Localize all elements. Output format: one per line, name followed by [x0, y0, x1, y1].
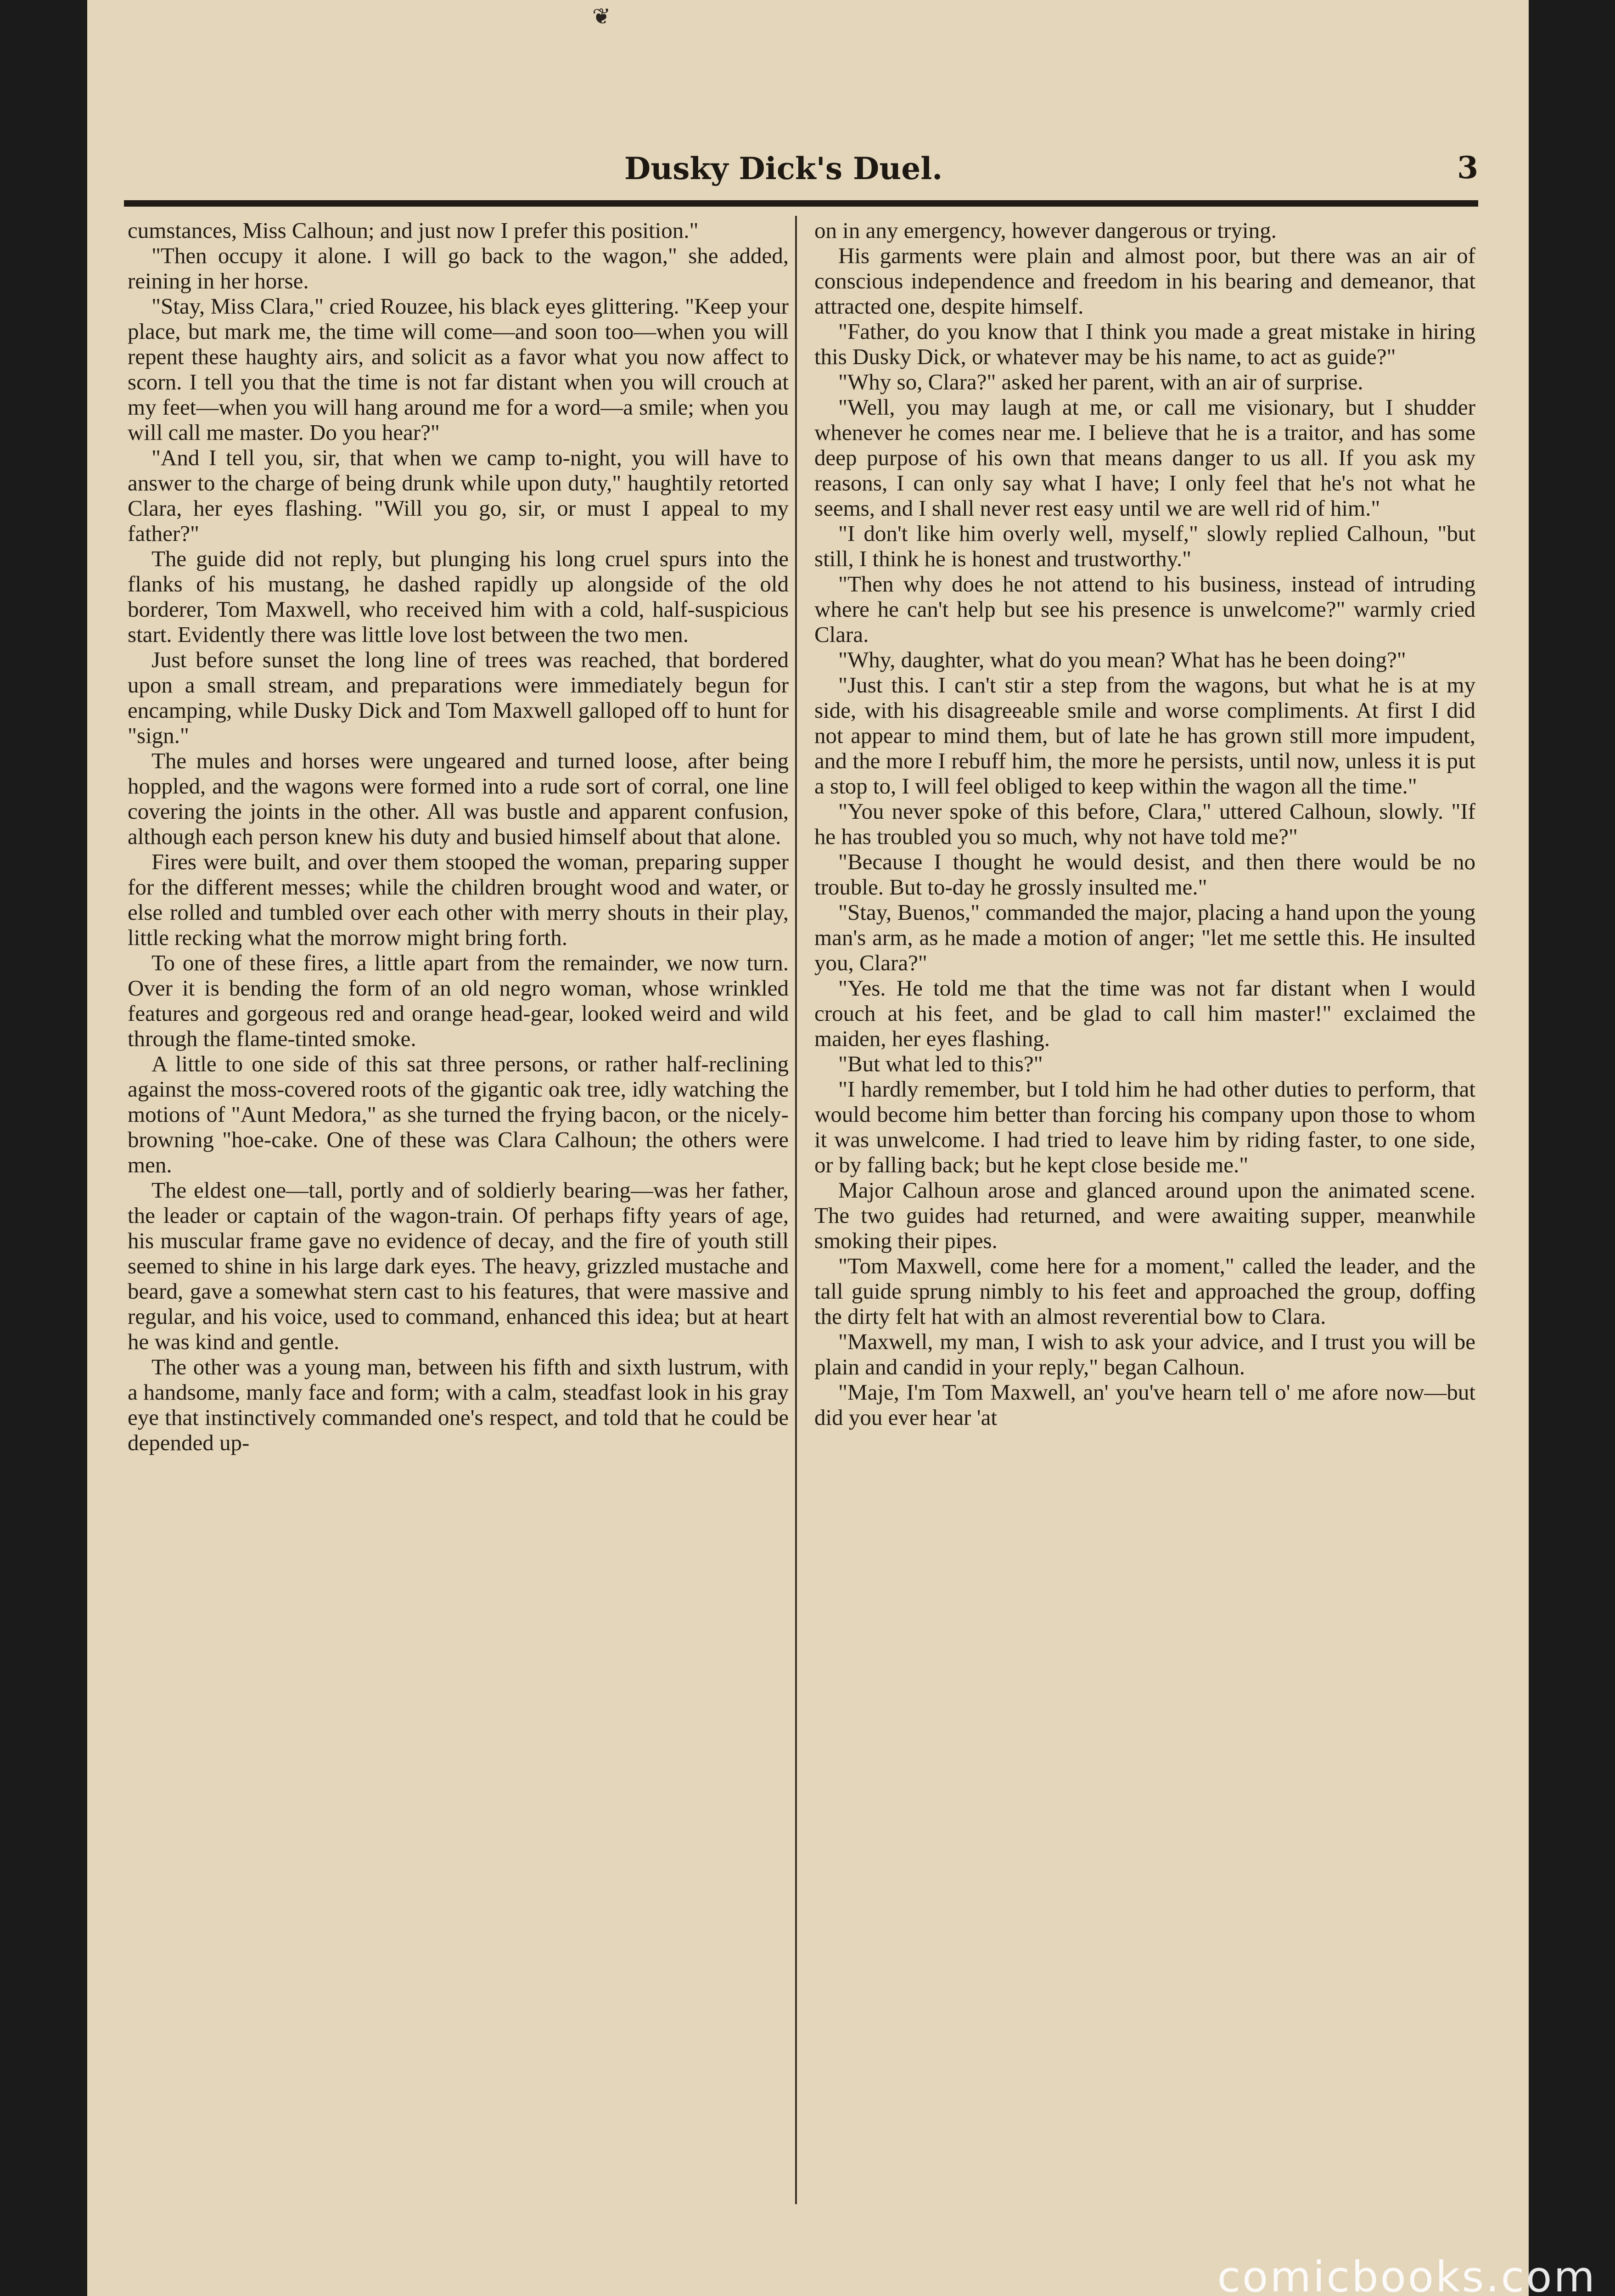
header-rule: [124, 200, 1478, 207]
paragraph: To one of these fires, a little apart from the remainder, we now turn. Over it is bending the form of an old negro woman, whose wrinkled features and gorgeous red and orange head-gear, looked weird and wild through the flame-tinted smoke.: [128, 950, 789, 1051]
watermark: comicbooks.com: [1217, 2252, 1597, 2296]
paragraph: "I don't like him overly well, myself," slowly replied Calhoun, "but still, I think he is honest and trustworthy.": [814, 521, 1475, 571]
paragraph: "Then occupy it alone. I will go back to the wagon," she added, reining in her horse.: [128, 243, 789, 293]
paragraph: The other was a young man, between his fifth and sixth lustrum, with a handsome, manly face and form; with a calm, steadfast look in his gray eye that instinctively commanded one's respect, and told that he could be depended up-: [128, 1354, 789, 1455]
paragraph: Just before sunset the long line of trees was reached, that bordered upon a small stream, and preparations were immediately begun for encamping, while Dusky Dick and Tom Maxwell galloped off to hunt for "sign.": [128, 647, 789, 748]
paragraph: Fires were built, and over them stooped the woman, preparing supper for the different messes; while the children brought wood and water, or else rolled and tumbled over each other with merry shouts in their play, little recking what the morrow might bring forth.: [128, 849, 789, 950]
paragraph: "Why so, Clara?" asked her parent, with an air of surprise.: [838, 369, 1363, 394]
magazine-page: [87, 0, 1529, 2296]
paragraph: "Then why does he not attend to his business, instead of intruding where he can't help but see his presence is unwelcome?" warmly cried Clara.: [814, 571, 1475, 647]
paragraph: "Maje, I'm Tom Maxwell, an' you've hearn tell o' me afore now—but did you ever hear 'at: [814, 1379, 1475, 1430]
fleuron-icon: ❦: [592, 4, 611, 29]
paragraph: "I hardly remember, but I told him he had other duties to perform, that would become him better than forcing his company upon those to whom it was unwelcome. I had tried to leave him by riding faster, to one side, or by falling back; but he kept close beside me.": [814, 1076, 1475, 1177]
paragraph: "Father, do you know that I think you made a great mistake in hiring this Dusky Dick, or whatever may be his name, to act as guide?": [814, 319, 1475, 369]
page-number: 3: [1457, 150, 1478, 186]
paragraph: "Stay, Buenos," commanded the major, placing a hand upon the young man's arm, as he made a motion of anger; "let me settle this. He insulted you, Clara?": [814, 900, 1475, 975]
right-column: [814, 218, 1475, 2201]
paragraph: The eldest one—tall, portly and of soldierly bearing—was her father, the leader or captain of the wagon-train. Of perhaps fifty years of age, his muscular frame gave no evidence of decay, and the fire of youth still seemed to shine in his large dark eyes. The heavy, grizzled mustache and beard, gave a somewhat stern cast to his features, that were massive and regular, and his voice, used to command, enhanced this idea; but at heart he was kind and gentle.: [128, 1177, 789, 1354]
paragraph: "Maxwell, my man, I wish to ask your advice, and I trust you will be plain and candid in your reply," began Calhoun.: [814, 1329, 1475, 1379]
paragraph: A little to one side of this sat three persons, or rather half-reclining against the moss-covered roots of the gigantic oak tree, idly watching the motions of "Aunt Medora," as she turned the frying bacon, or the nicely-browning "hoe-cake. One of these was Clara Calhoun; the others were men.: [128, 1051, 789, 1177]
paragraph: "But what led to this?": [838, 1051, 1043, 1076]
paragraph: on in any emergency, however dangerous or trying.: [814, 218, 1277, 243]
paragraph: "Stay, Miss Clara," cried Rouzee, his black eyes glittering. "Keep your place, but mark me, the time will come—and soon too—when you will repent these haughty airs, and solicit as a favor what you now affect to scorn. I tell you that the time is not far distant when you will crouch at my feet—when you will hang around me for a word—a smile; when you will call me master. Do you hear?": [128, 293, 789, 445]
paragraph: cumstances, Miss Calhoun; and just now I prefer this position.": [128, 218, 699, 243]
paragraph: "Because I thought he would desist, and then there would be no trouble. But to-day he grossly insulted me.": [814, 849, 1475, 900]
running-title: Dusky Dick's Duel.: [624, 151, 943, 186]
paragraph: "You never spoke of this before, Clara," uttered Calhoun, slowly. "If he has troubled you so much, why not have told me?": [814, 799, 1475, 849]
page-header: [124, 146, 1478, 192]
paragraph: "Just this. I can't stir a step from the wagons, but what he is at my side, with his disagreeable smile and worse compliments. At first I did not appear to mind them, but of late he has grown still more impudent, and the more I rebuff him, the more he persists, until now, unless it is put a stop to, I will feel obliged to keep within the wagon all the time.": [814, 672, 1475, 799]
paragraph: "Why, daughter, what do you mean? What has he been doing?": [838, 647, 1406, 672]
paragraph: The mules and horses were ungeared and turned loose, after being hoppled, and the wagons were formed into a rude sort of corral, one line covering the joints in the other. All was bustle and apparent confusion, although each person knew his duty and busied himself about that alone.: [128, 748, 789, 849]
paragraph: "Well, you may laugh at me, or call me visionary, but I shudder whenever he comes near me. I believe that he is a traitor, and has some deep purpose of his own that means danger to us all. If you ask my reasons, I can only say what I have; I only feel that he's not what he seems, and I shall never rest easy until we are well rid of him.": [814, 394, 1475, 521]
paragraph: Major Calhoun arose and glanced around upon the animated scene. The two guides had returned, and were awaiting supper, meanwhile smoking their pipes.: [814, 1177, 1475, 1253]
paragraph: His garments were plain and almost poor, but there was an air of conscious independence and freedom in his bearing and demeanor, that attracted one, despite himself.: [814, 243, 1475, 319]
paragraph: "Yes. He told me that the time was not far distant when I would crouch at his feet, and be glad to call him master!" exclaimed the maiden, her eyes flashing.: [814, 975, 1475, 1051]
left-column: [128, 218, 789, 2201]
paragraph: The guide did not reply, but plunging his long cruel spurs into the flanks of his mustang, he dashed rapidly up alongside of the old borderer, Tom Maxwell, who received him with a cold, half-suspicious start. Evidently there was little love lost between the two men.: [128, 546, 789, 647]
column-divider: [795, 216, 797, 2204]
paragraph: "And I tell you, sir, that when we camp to-night, you will have to answer to the charge of being drunk while upon duty," haughtily retorted Clara, her eyes flashing. "Will you go, sir, or must I appeal to my father?": [128, 445, 789, 546]
paragraph: "Tom Maxwell, come here for a moment," called the leader, and the tall guide sprung nimbly to his feet and approached the group, doffing the dirty felt hat with an almost reverential bow to Clara.: [814, 1253, 1475, 1329]
